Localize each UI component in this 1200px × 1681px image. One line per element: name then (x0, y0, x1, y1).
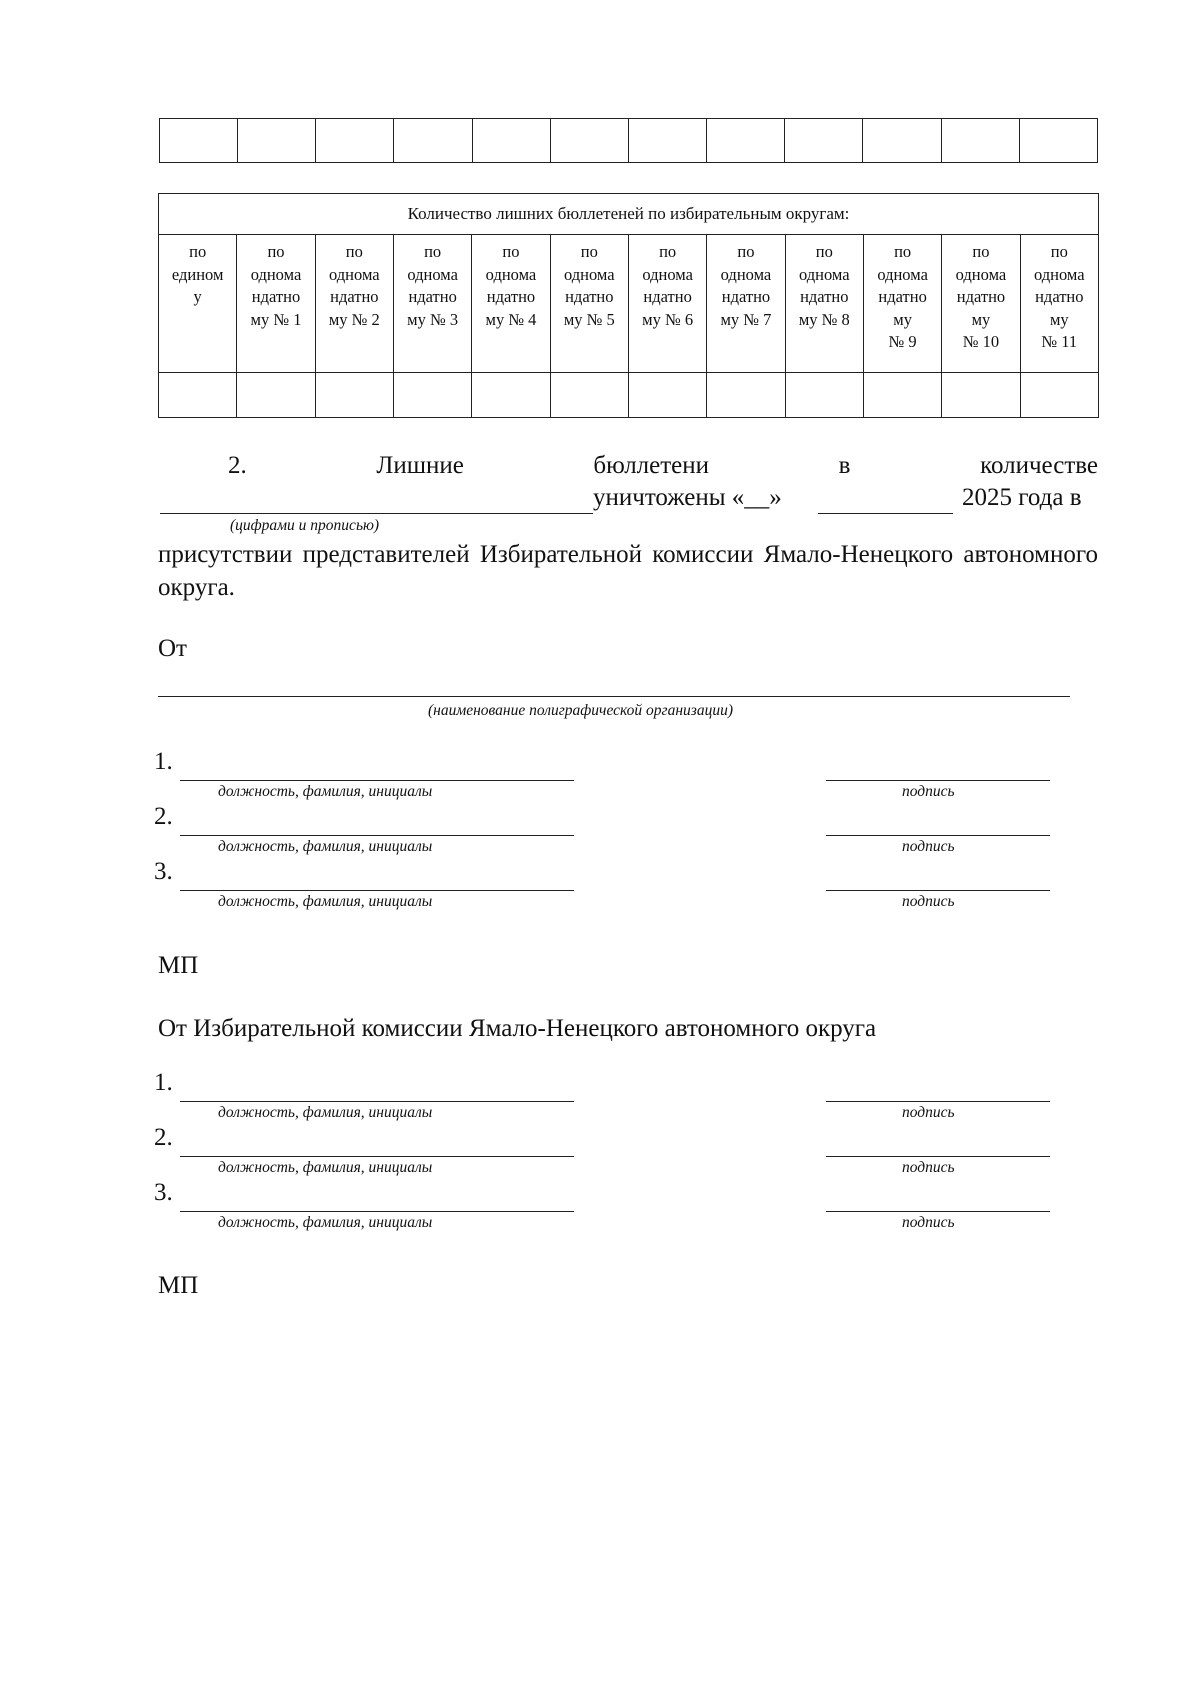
top-empty-table (159, 118, 1098, 163)
column-header-line: однома (798, 264, 850, 284)
column-header-line: по (659, 242, 677, 261)
column-header (707, 235, 785, 373)
column-header-line: по (580, 242, 598, 261)
name-fill-line (180, 1211, 574, 1212)
row-number: 3. (154, 858, 173, 885)
table-cell (863, 119, 941, 163)
column-header-line: му № 3 (407, 309, 459, 329)
row-number: 2. (154, 1124, 173, 1151)
signature-caption: подпись (902, 893, 955, 910)
name-fill-line (180, 1156, 574, 1157)
column-header-line: однома (642, 264, 693, 284)
stamp-label: МП (158, 1272, 199, 1299)
table-cell (707, 119, 785, 163)
column-header-line: по (502, 242, 520, 261)
column-header-line: едином (171, 264, 224, 284)
column-header-line: по (972, 242, 990, 261)
row-number: 1. (154, 1069, 173, 1096)
column-header (785, 235, 863, 373)
signature-fill-line (826, 835, 1050, 836)
table-cell (785, 119, 863, 163)
signature-caption: подпись (902, 838, 955, 855)
column-header-line: однома (1034, 264, 1085, 284)
name-caption: должность, фамилия, инициалы (218, 1214, 433, 1231)
signature-fill-line (826, 1101, 1050, 1102)
name-caption: должность, фамилия, инициалы (218, 838, 433, 855)
column-header-line: ндатно (643, 287, 692, 306)
table-cell (1019, 119, 1097, 163)
column-header-line: № 10 (962, 332, 1000, 351)
column-header-line: ндатно (721, 287, 771, 306)
signature-fill-line (826, 890, 1050, 891)
value-cell (863, 373, 941, 418)
row-number: 1. (154, 748, 173, 775)
column-header-line: ндатно (330, 287, 379, 306)
stamp-label: МП (158, 952, 199, 979)
column-header-line: ндатно (878, 287, 927, 306)
column-header-line: му (971, 309, 991, 329)
column-header-line: по (424, 242, 442, 261)
value-cell (237, 373, 315, 418)
name-fill-line (180, 890, 574, 891)
column-header (237, 235, 315, 373)
paragraph-2-rest: присутствии представителей Избирательной комиссии Ямало-Ненецкого автономного округа. (158, 541, 1098, 601)
row-number: 3. (154, 1179, 173, 1206)
word: бюллетени (593, 452, 710, 479)
signature-caption: подпись (902, 1159, 955, 1176)
signature-caption: подпись (902, 1104, 955, 1121)
column-header-line: по (267, 242, 285, 261)
value-cell (1020, 373, 1098, 418)
column-header (942, 235, 1020, 373)
paragraph-number: 2. (228, 452, 247, 479)
column-header (550, 235, 628, 373)
table-title: Количество лишних бюллетеней по избирательным округам: (159, 194, 1099, 235)
from-commission-label: От Избирательной комиссии Ямало-Ненецкого автономного округа (158, 1015, 877, 1042)
name-caption: должность, фамилия, инициалы (218, 1104, 433, 1121)
value-cell (393, 373, 471, 418)
column-header-line: по (1050, 242, 1068, 261)
word: Лишние (376, 452, 464, 479)
word: в (838, 452, 851, 479)
table-cell (238, 119, 316, 163)
column-header-line: по (189, 242, 207, 261)
value-cell (159, 373, 237, 418)
column-header-line: однома (955, 264, 1007, 284)
value-cell (942, 373, 1020, 418)
year-text: 2025 года в (962, 484, 1082, 511)
column-header-line: му № 4 (485, 309, 537, 329)
column-header (628, 235, 706, 373)
column-header-line: му (893, 309, 912, 329)
column-header (159, 235, 237, 373)
signature-fill-line (826, 780, 1050, 781)
column-header-line: ндатно (1035, 287, 1084, 306)
name-caption: должность, фамилия, инициалы (218, 1159, 433, 1176)
column-header-line: ндатно (800, 287, 849, 306)
column-header-line: ндатно (486, 287, 536, 306)
column-header-line: по (345, 242, 363, 261)
paragraph-2-line1 (158, 452, 1098, 484)
table-cell (472, 119, 550, 163)
column-header-line: му № 1 (250, 309, 302, 329)
column-header (315, 235, 393, 373)
column-header-line: ндатно (565, 287, 614, 306)
column-header-line: у (193, 287, 202, 306)
word: количестве (980, 452, 1099, 479)
column-header-line: му № 6 (642, 309, 694, 329)
table-cell (628, 119, 706, 163)
table-cell (941, 119, 1019, 163)
column-header-line: однома (329, 264, 380, 284)
value-cell (785, 373, 863, 418)
column-header-line: ндатно (251, 287, 301, 306)
destroyed-date-text: уничтожены «__» (593, 484, 782, 511)
column-header-line: № 9 (888, 332, 917, 351)
table-cell (316, 119, 394, 163)
name-caption: должность, фамилия, инициалы (218, 783, 433, 800)
value-cell (628, 373, 706, 418)
column-header-line: однома (877, 264, 928, 284)
column-header-line: по (815, 242, 833, 261)
table-cell (394, 119, 472, 163)
column-header-line: му № 2 (328, 309, 380, 329)
column-header (1020, 235, 1098, 373)
name-fill-line (180, 835, 574, 836)
column-header-line: однома (485, 264, 537, 284)
value-cell (550, 373, 628, 418)
name-fill-line (180, 1101, 574, 1102)
column-header-line: му № 5 (563, 309, 615, 329)
month-fill-line (818, 513, 953, 514)
table-cell (160, 119, 238, 163)
from-printer-label: От (158, 635, 187, 662)
count-caption: (цифрами и прописью) (230, 517, 380, 534)
value-cell (315, 373, 393, 418)
table-cell (550, 119, 628, 163)
column-header-line: му (1049, 309, 1069, 329)
value-cell (707, 373, 785, 418)
column-header (472, 235, 550, 373)
name-fill-line (180, 780, 574, 781)
column-header-line: однома (564, 264, 615, 284)
column-header-line: однома (250, 264, 302, 284)
column-header (393, 235, 471, 373)
printer-name-line (158, 696, 1070, 697)
column-header-line: по (894, 242, 912, 261)
column-header-line: му № 7 (720, 309, 772, 329)
value-cell (472, 373, 550, 418)
column-header-line: однома (720, 264, 772, 284)
column-header-line: му № 8 (798, 309, 850, 329)
signature-caption: подпись (902, 1214, 955, 1231)
excess-ballots-table (158, 193, 1099, 418)
signature-fill-line (826, 1156, 1050, 1157)
column-header (863, 235, 941, 373)
name-caption: должность, фамилия, инициалы (218, 893, 433, 910)
row-number: 2. (154, 803, 173, 830)
column-header-line: ндатно (408, 287, 457, 306)
signature-fill-line (826, 1211, 1050, 1212)
column-header-line: № 11 (1041, 332, 1078, 351)
printer-name-caption: (наименование полиграфической организации) (428, 702, 733, 719)
count-fill-line (160, 513, 593, 514)
column-header-line: по (737, 242, 755, 261)
column-header-line: однома (407, 264, 458, 284)
signature-caption: подпись (902, 783, 955, 800)
column-header-line: ндатно (956, 287, 1006, 306)
